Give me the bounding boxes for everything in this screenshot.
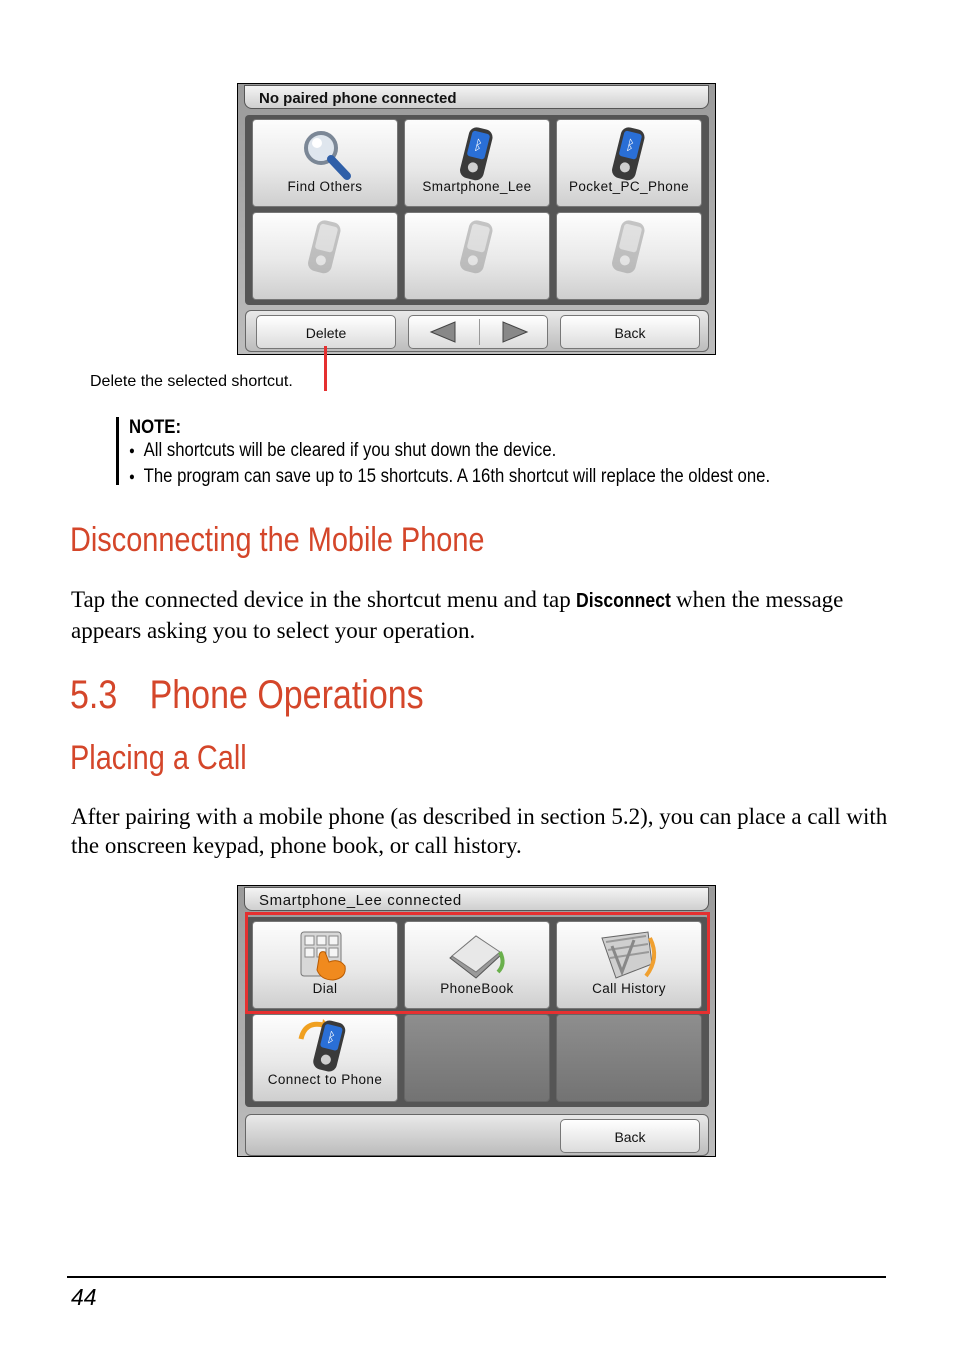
cell-label: Connect to Phone <box>267 1072 383 1087</box>
phone-placeholder-icon <box>302 219 348 277</box>
svg-text:ᛒ: ᛒ <box>325 1029 338 1048</box>
screen-toolbar <box>245 1114 709 1156</box>
note-item: ● The program can save up to 15 shortcuts. A 16th shortcut will replace the oldest one. <box>129 465 786 491</box>
empty-slot <box>556 1014 702 1102</box>
footer-rule <box>67 1276 886 1278</box>
next-page-button[interactable] <box>480 316 549 348</box>
heading-placing-call: Placing a Call <box>70 739 247 777</box>
screen-title: No paired phone connected <box>244 85 709 109</box>
heading-disconnecting: Disconnecting the Mobile Phone <box>70 521 485 559</box>
previous-page-button[interactable] <box>409 316 479 348</box>
connect-phone-icon <box>295 1017 355 1075</box>
magnifier-icon <box>295 126 355 182</box>
page-number: 44 <box>71 1284 97 1310</box>
page-nav-buttons <box>408 315 548 349</box>
arrow-left-icon <box>409 316 479 348</box>
back-button[interactable]: Back <box>560 315 700 349</box>
section-title: Phone Operations <box>149 673 424 717</box>
svg-text:ᛒ: ᛒ <box>624 137 637 155</box>
cell-label: Pocket_PC_Phone <box>568 179 690 194</box>
bluetooth-phone-icon <box>606 126 652 184</box>
disconnect-keyword: Disconnect <box>576 590 672 612</box>
text-segment: Tap the connected device in the shortcut menu and tap <box>71 587 577 612</box>
screen-toolbar <box>245 310 709 352</box>
shortcut-empty-slot[interactable] <box>252 212 398 300</box>
shortcut-empty-slot[interactable] <box>556 212 702 300</box>
section-number: 5.3 <box>70 673 118 717</box>
delete-button[interactable]: Delete <box>256 315 396 349</box>
device-screen-phone-menu <box>237 885 716 1157</box>
back-button[interactable]: Back <box>560 1119 700 1153</box>
highlight-box <box>245 912 710 1014</box>
note-box <box>116 417 876 485</box>
bluetooth-phone-icon <box>454 126 500 184</box>
note-list <box>129 439 876 491</box>
arrow-right-icon <box>480 316 549 348</box>
cell-label: Smartphone_Lee <box>422 179 532 194</box>
screen-title: Smartphone_Lee connected <box>244 887 709 911</box>
disconnect-paragraph <box>71 585 891 645</box>
find-others-button[interactable] <box>252 119 398 207</box>
connect-to-phone-button[interactable] <box>252 1014 398 1102</box>
empty-slot <box>404 1014 550 1102</box>
text-segment: when the message appears asking you to select your operation. <box>71 587 844 643</box>
device-screen-paired-phones <box>237 83 716 355</box>
cell-label: Find Others <box>287 179 363 194</box>
cell-label: Call History <box>592 981 666 996</box>
cell-label: PhoneBook <box>440 981 514 996</box>
callout-line <box>324 346 327 391</box>
placing-call-paragraph: After pairing with a mobile phone (as described in section 5.2), you can place a call with the onscreen keypad, phone book, or call history. <box>71 804 888 858</box>
cell-label: Dial <box>312 981 338 996</box>
note-item: ● All shortcuts will be cleared if you shut down the device. <box>129 439 786 465</box>
heading-phone-operations <box>70 673 424 718</box>
phone-placeholder-icon <box>454 219 500 277</box>
note-title: NOTE: <box>129 417 182 438</box>
svg-text:ᛒ: ᛒ <box>472 137 485 155</box>
phone-placeholder-icon <box>606 219 652 277</box>
delete-caption: Delete the selected shortcut. <box>90 373 293 390</box>
shortcut-empty-slot[interactable] <box>404 212 550 300</box>
shortcut-pocket-pc-phone[interactable] <box>556 119 702 207</box>
shortcut-smartphone-lee[interactable] <box>404 119 550 207</box>
shortcut-grid <box>245 115 709 305</box>
